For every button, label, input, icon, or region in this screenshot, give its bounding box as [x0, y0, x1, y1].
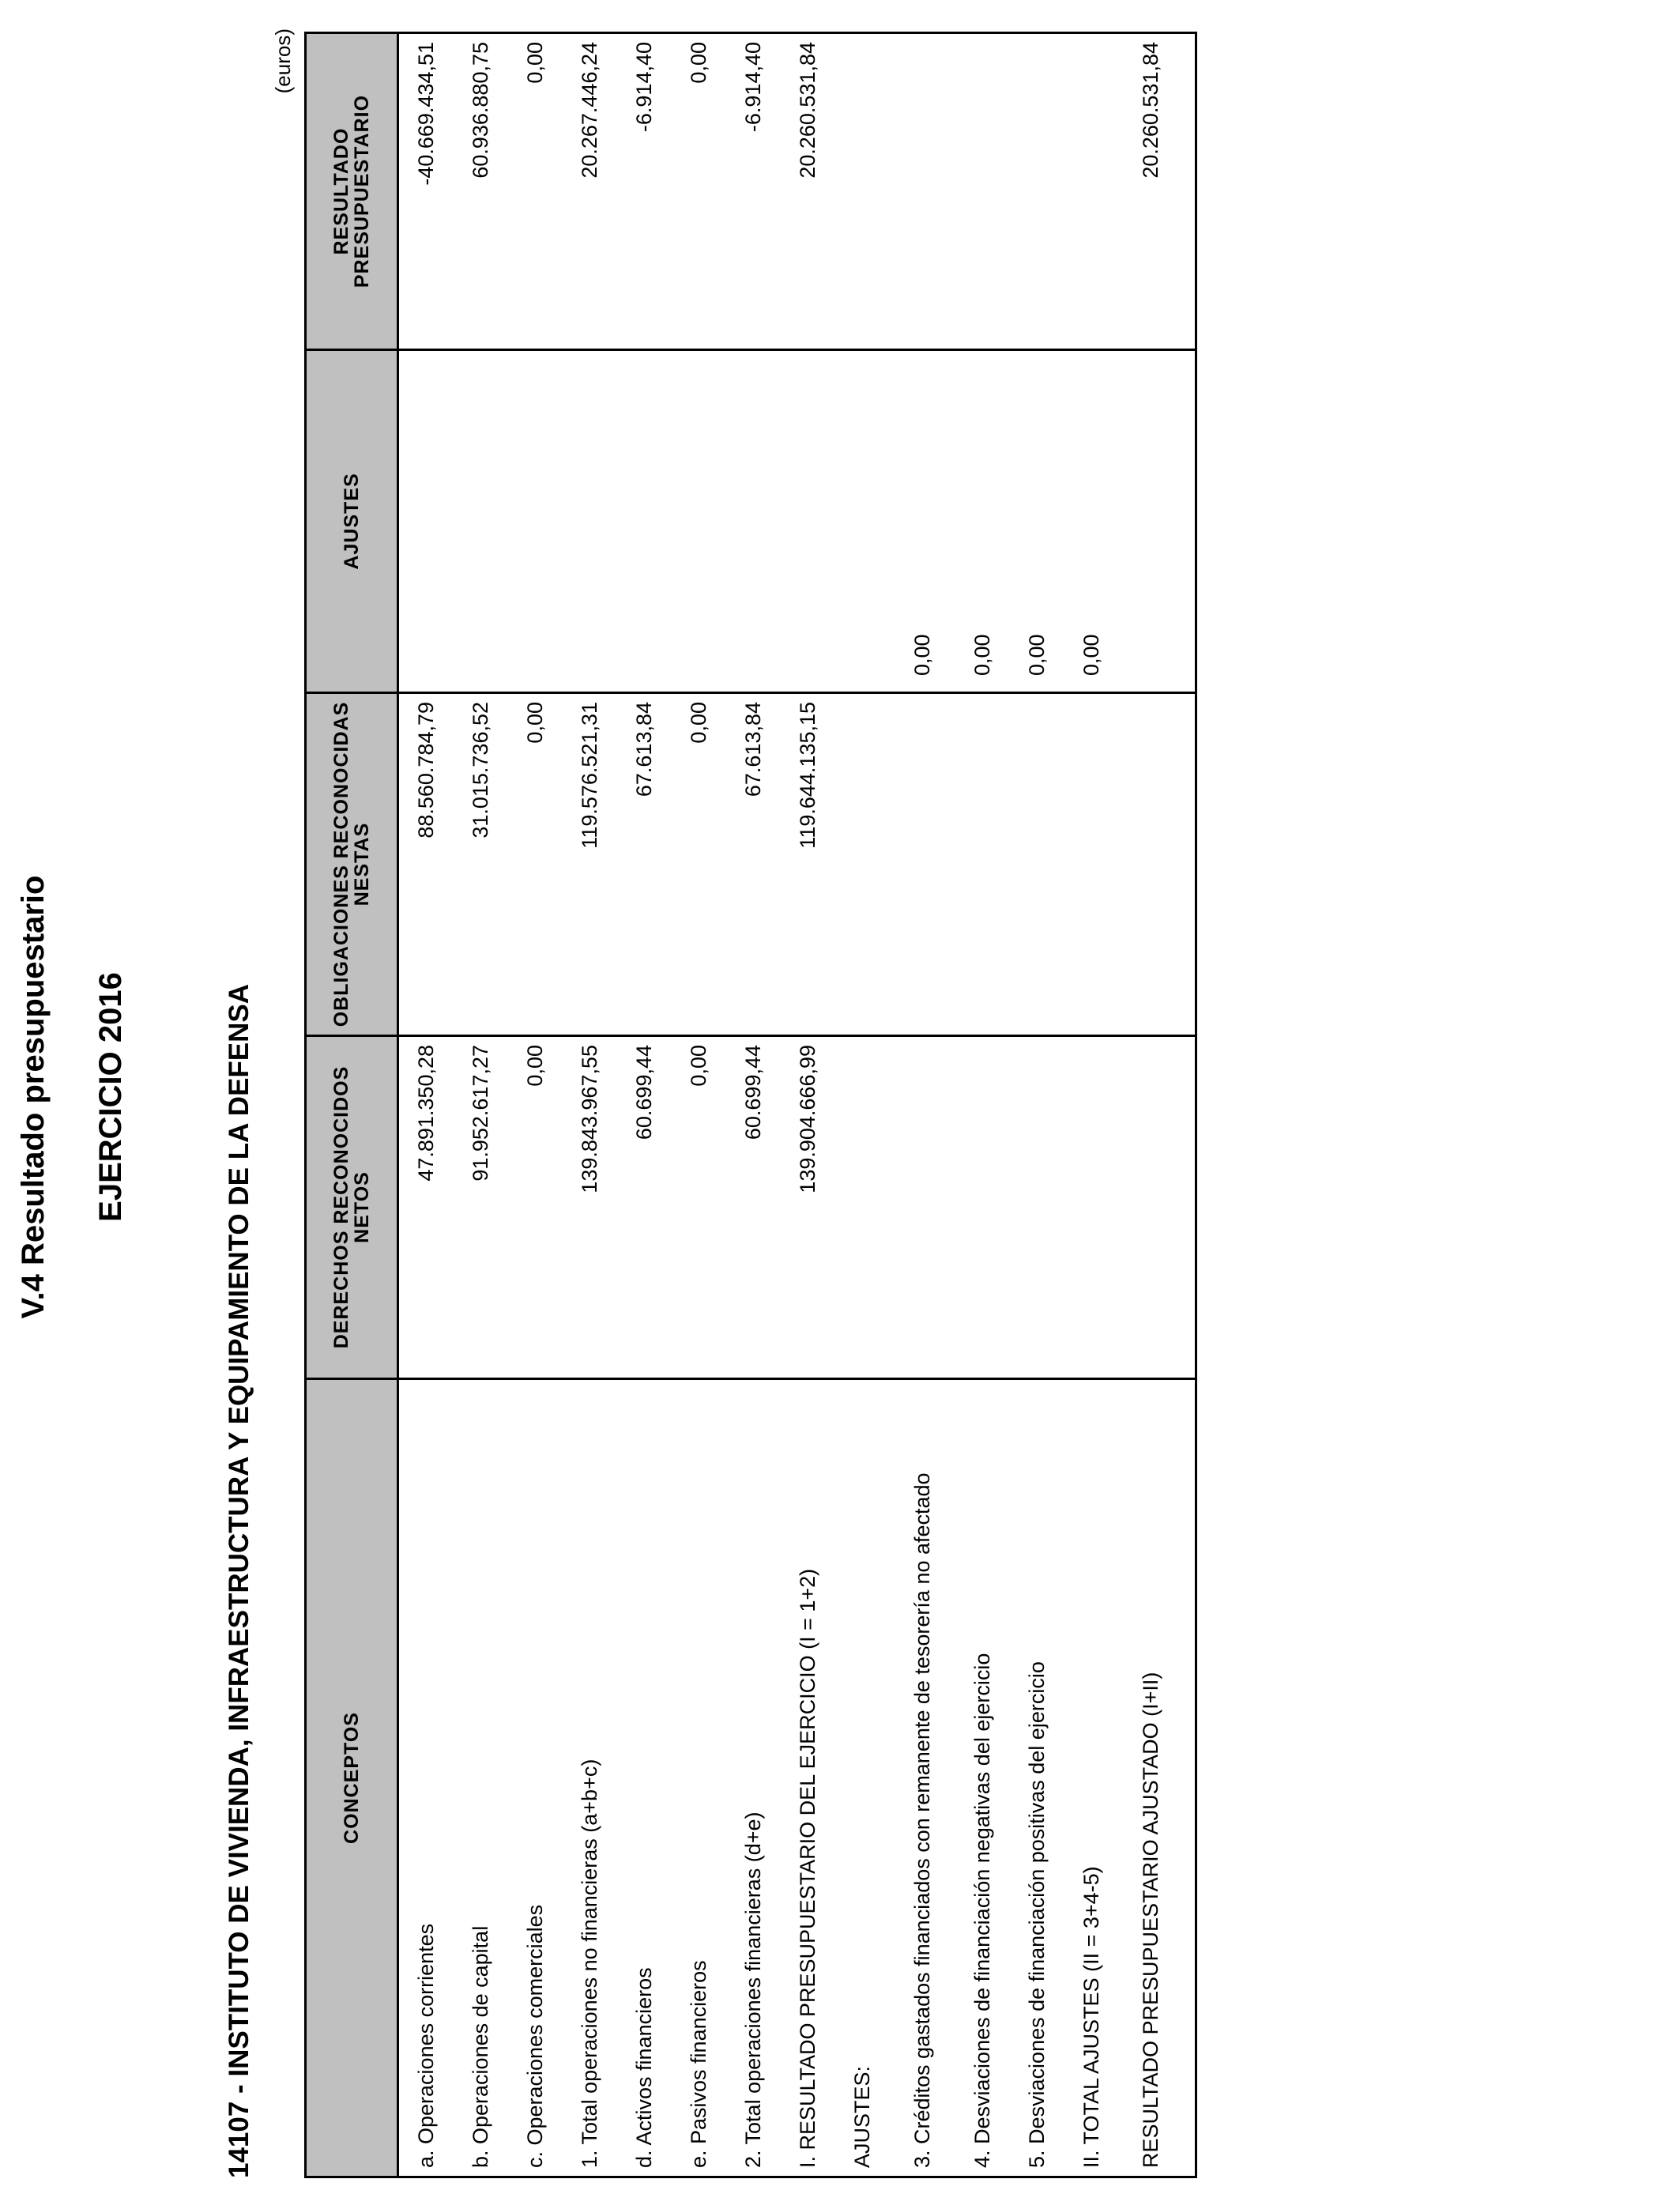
- table-row: [398, 33, 454, 2177]
- ajustes-cell: [454, 350, 508, 693]
- page-title: V.4 Resultado presupuestario: [16, 875, 51, 1319]
- concepto-cell: 5. Desviaciones de financiación positivas del ejercicio: [1010, 1379, 1064, 2177]
- obligaciones-cell: [1119, 693, 1196, 1036]
- concepto-cell: e. Pasivos financieros: [672, 1379, 726, 2177]
- concepto-cell: a. Operaciones corrientes: [398, 1379, 454, 2177]
- derechos-cell: 0,00: [508, 1036, 563, 1379]
- derechos-cell: 60.699,44: [726, 1036, 781, 1379]
- resultado-cell: 20.267.446,24: [563, 33, 617, 350]
- column-header-derechos: DERECHOS RECONOCIDOS NETOS: [306, 1036, 398, 1379]
- table-row: [726, 33, 781, 2177]
- ajustes-cell: [398, 350, 454, 693]
- ajustes-cell: [563, 350, 617, 693]
- derechos-cell: [889, 1036, 955, 1379]
- concepto-cell: 1. Total operaciones no financieras (a+b+c): [563, 1379, 617, 2177]
- concepto-cell: d. Activos financieros: [617, 1379, 672, 2177]
- derechos-cell: [1064, 1036, 1119, 1379]
- concepto-cell: RESULTADO PRESUPUESTARIO AJUSTADO (I+II): [1119, 1379, 1196, 2177]
- derechos-cell: 139.843.967,55: [563, 1036, 617, 1379]
- concepto-cell: b. Operaciones de capital: [454, 1379, 508, 2177]
- concepto-cell: AJUSTES:: [834, 1379, 889, 2177]
- obligaciones-cell: 0,00: [672, 693, 726, 1036]
- column-header-conceptos: CONCEPTOS: [306, 1379, 398, 2177]
- obligaciones-cell: [955, 693, 1010, 1036]
- entity-heading: 14107 - INSTITUTO DE VIVIENDA, INFRAESTRUCTURA Y EQUIPAMIENTO DE LA DEFENSA: [224, 983, 254, 2178]
- ajustes-cell: [781, 350, 835, 693]
- obligaciones-cell: [1064, 693, 1119, 1036]
- table-row: [454, 33, 508, 2177]
- ajustes-cell: [726, 350, 781, 693]
- resultado-cell: 0,00: [672, 33, 726, 350]
- concepto-cell: c. Operaciones comerciales: [508, 1379, 563, 2177]
- resultado-cell: 20.260.531,84: [1119, 33, 1196, 350]
- obligaciones-cell: 31.015.736,52: [454, 693, 508, 1036]
- table-row: [889, 33, 955, 2177]
- obligaciones-cell: 0,00: [508, 693, 563, 1036]
- derechos-cell: 60.699,44: [617, 1036, 672, 1379]
- budget-result-table: [304, 32, 1197, 2178]
- fiscal-year-heading: EJERCICIO 2016: [93, 972, 128, 1222]
- resultado-cell: 60.936.880,75: [454, 33, 508, 350]
- ajustes-cell: [617, 350, 672, 693]
- obligaciones-cell: 119.576.521,31: [563, 693, 617, 1036]
- table-row: [617, 33, 672, 2177]
- ajustes-cell: 0,00: [955, 350, 1010, 693]
- obligaciones-cell: [889, 693, 955, 1036]
- ajustes-cell: [672, 350, 726, 693]
- resultado-cell: [955, 33, 1010, 350]
- derechos-cell: [955, 1036, 1010, 1379]
- resultado-cell: 0,00: [508, 33, 563, 350]
- ajustes-cell: 0,00: [1010, 350, 1064, 693]
- resultado-cell: [1010, 33, 1064, 350]
- table-row: [834, 33, 889, 2177]
- derechos-cell: 139.904.666,99: [781, 1036, 835, 1379]
- ajustes-cell: [508, 350, 563, 693]
- table-row: [563, 33, 617, 2177]
- resultado-cell: -6.914,40: [617, 33, 672, 350]
- concepto-cell: 2. Total operaciones financieras (d+e): [726, 1379, 781, 2177]
- derechos-cell: [1010, 1036, 1064, 1379]
- obligaciones-cell: 119.644.135,15: [781, 693, 835, 1036]
- table-row: [672, 33, 726, 2177]
- table-row: [1010, 33, 1064, 2177]
- table-row: [508, 33, 563, 2177]
- concepto-cell: II. TOTAL AJUSTES (II = 3+4-5): [1064, 1379, 1119, 2177]
- ajustes-cell: [1119, 350, 1196, 693]
- obligaciones-cell: 67.613,84: [617, 693, 672, 1036]
- table-row: [1064, 33, 1119, 2177]
- resultado-cell: -6.914,40: [726, 33, 781, 350]
- obligaciones-cell: 88.560.784,79: [398, 693, 454, 1036]
- resultado-cell: [1064, 33, 1119, 350]
- ajustes-cell: 0,00: [889, 350, 955, 693]
- table-row: [1119, 33, 1196, 2177]
- resultado-cell: 20.260.531,84: [781, 33, 835, 350]
- obligaciones-cell: [1010, 693, 1064, 1036]
- resultado-cell: -40.669.434,51: [398, 33, 454, 350]
- column-header-ajustes: AJUSTES: [306, 350, 398, 693]
- ajustes-cell: [834, 350, 889, 693]
- currency-units-label: (euros): [271, 28, 295, 94]
- derechos-cell: 47.891.350,28: [398, 1036, 454, 1379]
- resultado-cell: [834, 33, 889, 350]
- derechos-cell: [834, 1036, 889, 1379]
- table-header-row: [306, 33, 398, 2177]
- concepto-cell: 4. Desviaciones de financiación negativas del ejercicio: [955, 1379, 1010, 2177]
- column-header-resultado: RESULTADO PRESUPUESTARIO: [306, 33, 398, 350]
- column-header-obligaciones: OBLIGACIONES RECONOCIDAS NESTAS: [306, 693, 398, 1036]
- table-row: [781, 33, 835, 2177]
- concepto-cell: I. RESULTADO PRESUPUESTARIO DEL EJERCICIO (I = 1+2): [781, 1379, 835, 2177]
- ajustes-cell: 0,00: [1064, 350, 1119, 693]
- concepto-cell: 3. Créditos gastados financiados con remanente de tesorería no afectado: [889, 1379, 955, 2177]
- obligaciones-cell: [834, 693, 889, 1036]
- derechos-cell: [1119, 1036, 1196, 1379]
- derechos-cell: 91.952.617,27: [454, 1036, 508, 1379]
- table-row: [955, 33, 1010, 2177]
- resultado-cell: [889, 33, 955, 350]
- derechos-cell: 0,00: [672, 1036, 726, 1379]
- obligaciones-cell: 67.613,84: [726, 693, 781, 1036]
